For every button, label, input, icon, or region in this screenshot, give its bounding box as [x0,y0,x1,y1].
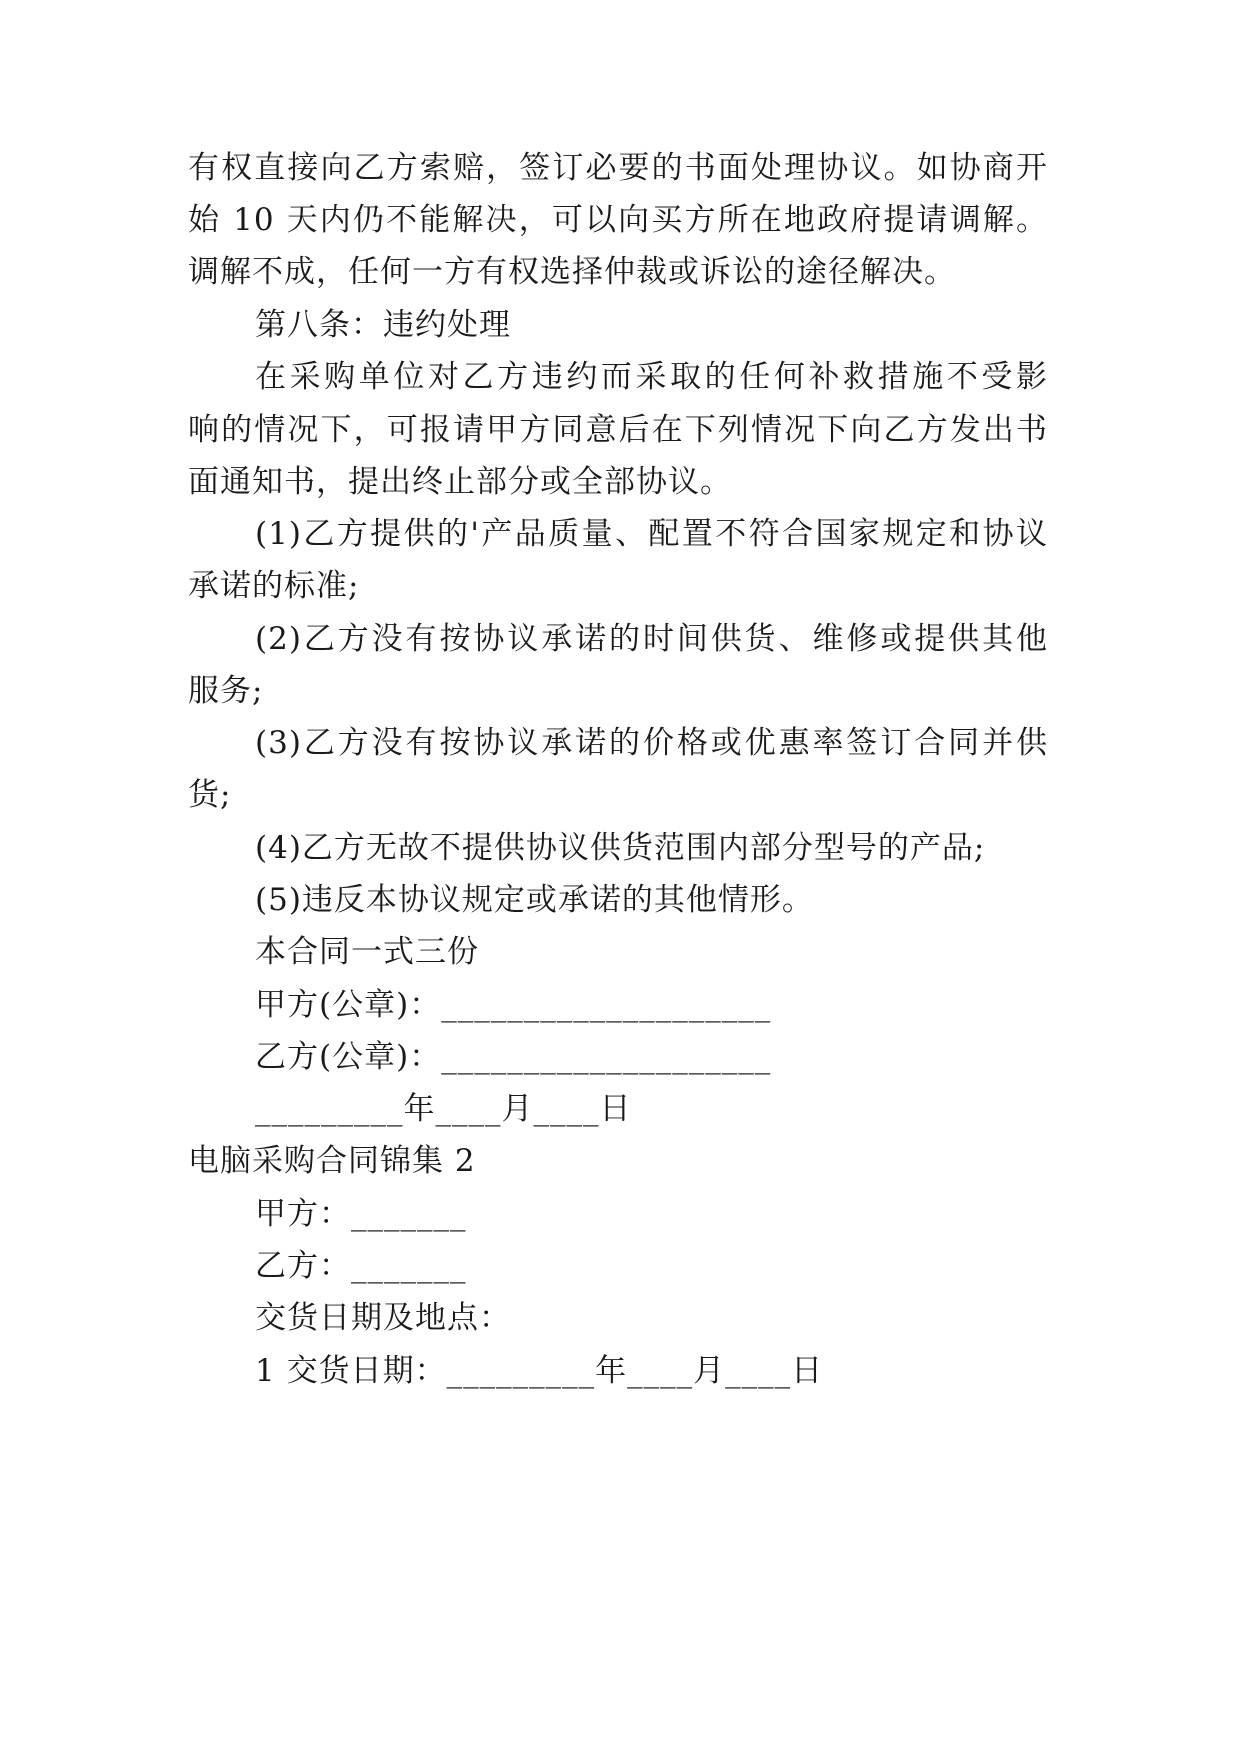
delivery-heading: 交货日期及地点： [255,1300,511,1336]
list-item-2: (2)乙方没有按协议承诺的时间供货、维修或提供其他 [255,621,1048,657]
section-heading-article-8: 第八条：违约处理 [255,307,511,343]
paragraph-line-2: 响的情况下，可报请甲方同意后在下列情况下向乙方发出书 [188,412,1048,448]
list-item-1-cont: 承诺的标准; [188,568,360,604]
copies-note: 本合同一式三份 [255,934,479,970]
list-item-4: (4)乙方无故不提供协议供货范围内部分型号的产品; [255,830,986,866]
delivery-date-line: 1 交货日期：_________年____月____日 [255,1353,824,1389]
document-title-2: 电脑采购合同锦集 2 [188,1143,476,1179]
list-item-3: (3)乙方没有按协议承诺的价格或优惠率签订合同并供 [255,725,1048,761]
text-line-3: 调解不成，任何一方有权选择仲裁或诉讼的途径解决。 [188,254,956,290]
paragraph-line-1: 在采购单位对乙方违约而采取的任何补救措施不受影 [255,359,1048,395]
list-item-5: (5)违反本协议规定或承诺的其他情形。 [255,882,814,918]
list-item-3-cont: 货; [188,777,232,813]
text-line-1: 有权直接向乙方索赔，签订必要的书面处理协议。如协商开 [188,150,1048,186]
party-b-seal-line: 乙方(公章)：____________________ [255,1039,772,1075]
party-b-line: 乙方：_______ [255,1248,467,1284]
text-line-2: 始 10 天内仍不能解决，可以向买方所在地政府提请调解。 [188,202,1048,238]
list-item-1: (1)乙方提供的'产品质量、配置不符合国家规定和协议 [255,516,1048,552]
party-a-seal-line: 甲方(公章)：____________________ [255,987,772,1023]
paragraph-line-3: 面通知书，提出终止部分或全部协议。 [188,464,732,500]
party-a-line: 甲方：_______ [255,1196,467,1232]
list-item-2-cont: 服务; [188,673,264,709]
date-line: _________年____月____日 [255,1091,632,1127]
